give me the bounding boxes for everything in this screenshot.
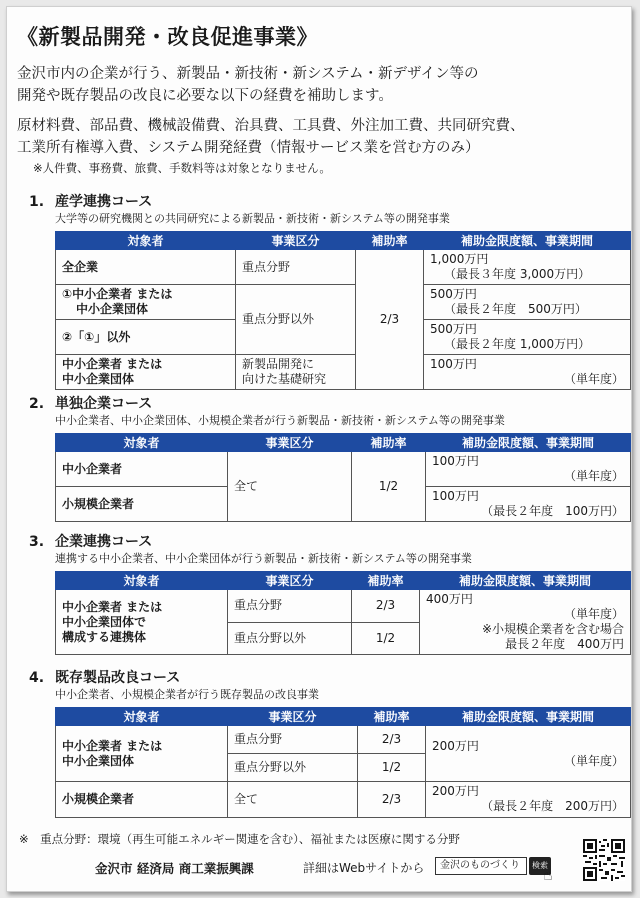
header-rate: 補助率 [352, 434, 426, 452]
course-number: 2. [29, 396, 45, 412]
target-cell: ②「①」以外 [56, 320, 236, 355]
search-button[interactable]: 検索 [529, 857, 551, 875]
target-line: 中小企業団体 [62, 753, 135, 768]
term: （最長２年度 200万円） [481, 799, 624, 813]
target-cell [56, 726, 228, 782]
course-3-table [55, 571, 631, 655]
limit-cell [426, 782, 631, 818]
target-line: 中小企業者 または [62, 357, 163, 371]
term: （最長２年度 100万円） [481, 504, 624, 518]
exclusion-note: ※人件費、事務費、旅費、手数料等は対象となりません。 [33, 161, 331, 175]
course-3 [29, 533, 624, 655]
flyer-page [6, 6, 632, 892]
target-line: 構成する連携体 [62, 629, 147, 644]
course-name: 企業連携コース [55, 534, 153, 550]
limit-note: ※小規模企業者を含む場合 [481, 622, 624, 636]
course-heading [29, 669, 619, 687]
amount: 100万円 [430, 357, 477, 371]
target-line: 中小企業団体 [62, 372, 135, 386]
category-cell: 重点分野 [236, 250, 356, 285]
course-number: 3. [29, 534, 45, 550]
header-category: 事業区分 [228, 434, 352, 452]
course-description: 中小企業者、小規模企業者が行う既存製品の改良事業 [55, 688, 319, 701]
target-cell: 小規模企業者 [56, 487, 228, 522]
rate-cell: 1/2 [352, 622, 420, 655]
course-description: 中小企業者、中小企業団体、小規模企業者が行う新製品・新技術・新システム等の開発事業 [55, 414, 505, 427]
table-row [56, 285, 631, 320]
course-2 [29, 395, 624, 522]
course-1 [29, 193, 624, 390]
category-line: 向けた基礎研究 [242, 372, 327, 386]
amount: 100万円 [432, 454, 479, 468]
header-rate: 補助率 [352, 572, 420, 590]
department-name: 金沢市 経済局 商工業振興課 [95, 861, 254, 876]
category-cell [236, 355, 356, 390]
term: （最長３年度 3,000万円） [444, 267, 591, 281]
limit-cell [424, 285, 631, 320]
target-cell [56, 355, 236, 390]
category-cell: 重点分野以外 [236, 285, 356, 355]
category-cell: 重点分野以外 [228, 754, 358, 782]
amount: 500万円 [430, 322, 477, 336]
limit-cell [424, 320, 631, 355]
term: （最長２年度 500万円） [444, 302, 587, 316]
table-header-row [56, 434, 631, 452]
course-4 [29, 669, 624, 818]
course-number: 1. [29, 194, 45, 210]
term: （最長２年度 1,000万円） [444, 337, 591, 351]
header-rate: 補助率 [358, 708, 426, 726]
qr-code-icon[interactable] [583, 839, 625, 881]
rate-cell: 2/3 [358, 726, 426, 754]
category-cell: 重点分野以外 [228, 622, 352, 655]
target-cell [56, 590, 228, 655]
course-1-table [55, 231, 631, 390]
header-target: 対象者 [56, 708, 228, 726]
amount: 400万円 [426, 592, 473, 606]
expense-line: 工業所有権導入費、システム開発経費（情報サービス業を営む方のみ） [17, 140, 480, 156]
target-line: ①中小企業者 または [62, 287, 173, 301]
intro-text [17, 63, 525, 177]
course-heading [29, 193, 619, 211]
table-row [56, 590, 631, 623]
target-line: 中小企業団体 [76, 302, 149, 316]
rate-cell: 1/2 [352, 452, 426, 522]
limit-cell [426, 726, 631, 782]
table-row [56, 726, 631, 754]
header-limit: 補助金限度額、事業期間 [424, 232, 631, 250]
header-category: 事業区分 [228, 708, 358, 726]
expense-line: 原材料費、部品費、機械設備費、治具費、工具費、外注加工費、共同研究費、 [17, 118, 525, 134]
table-row [56, 355, 631, 390]
table-row [56, 250, 631, 285]
course-name: 単独企業コース [55, 396, 153, 412]
pointer-hand-icon: ☝ [543, 865, 553, 884]
category-cell: 全て [228, 452, 352, 522]
course-heading [29, 395, 619, 413]
rate-cell: 2/3 [352, 590, 420, 623]
course-description: 大学等の研究機関との共同研究による新製品・新技術・新システム等の開発事業 [55, 212, 450, 225]
header-category: 事業区分 [236, 232, 356, 250]
amount: 200万円 [432, 784, 479, 798]
amount: 200万円 [432, 738, 479, 753]
target-cell: 中小企業者 [56, 452, 228, 487]
category-cell: 全て [228, 782, 358, 818]
target-line: 中小企業団体で [62, 614, 147, 629]
category-cell: 重点分野 [228, 590, 352, 623]
rate-cell: 1/2 [358, 754, 426, 782]
header-target: 対象者 [56, 434, 228, 452]
table-header-row [56, 232, 631, 250]
target-line: 中小企業者 または [62, 599, 163, 614]
term: （単年度） [563, 607, 624, 621]
page-title: 《新製品開発・改良促進事業》 [17, 25, 318, 49]
category-line: 新製品開発に [242, 357, 315, 371]
course-description: 連携する中小企業者、中小企業団体が行う新製品・新技術・新システム等の開発事業 [55, 552, 472, 565]
header-rate: 補助率 [356, 232, 424, 250]
priority-field-note: ※ 重点分野：環境（再生可能エネルギー関連を含む）、福祉または医療に関する分野 [19, 832, 460, 846]
limit-cell [424, 250, 631, 285]
target-cell: 全企業 [56, 250, 236, 285]
limit-cell [426, 487, 631, 522]
course-2-table [55, 433, 631, 522]
target-cell [56, 285, 236, 320]
category-cell: 重点分野 [228, 726, 358, 754]
target-line: 中小企業者 または [62, 738, 163, 753]
course-name: 既存製品改良コース [55, 670, 181, 686]
course-4-table [55, 707, 631, 818]
intro-line: 開発や既存製品の改良に必要な以下の経費を補助します。 [17, 88, 393, 104]
header-limit: 補助金限度額、事業期間 [426, 434, 631, 452]
course-name: 産学連携コース [55, 194, 153, 210]
header-category: 事業区分 [228, 572, 352, 590]
header-target: 対象者 [56, 572, 228, 590]
header-limit: 補助金限度額、事業期間 [426, 708, 631, 726]
course-heading [29, 533, 619, 551]
limit-cell [420, 590, 631, 655]
website-prompt: 詳細はWebサイトから [303, 861, 425, 875]
search-input[interactable]: 金沢のものづくり [435, 857, 527, 875]
table-row [56, 452, 631, 487]
limit-cell [424, 355, 631, 390]
rate-cell: 2/3 [356, 250, 424, 390]
amount: 500万円 [430, 287, 477, 301]
table-header-row [56, 572, 631, 590]
term: （単年度） [563, 372, 624, 386]
term: （単年度） [563, 469, 624, 483]
header-limit: 補助金限度額、事業期間 [420, 572, 631, 590]
amount: 1,000万円 [430, 252, 489, 266]
target-cell: 小規模企業者 [56, 782, 228, 818]
course-number: 4. [29, 670, 45, 686]
term: （単年度） [563, 753, 624, 768]
intro-line: 金沢市内の企業が行う、新製品・新技術・新システム・新デザイン等の [17, 66, 479, 82]
header-target: 対象者 [56, 232, 236, 250]
table-header-row [56, 708, 631, 726]
table-row [56, 782, 631, 818]
limit-note: 最長２年度 400万円 [505, 637, 624, 651]
footer [7, 857, 631, 883]
amount: 100万円 [432, 489, 479, 503]
limit-cell [426, 452, 631, 487]
rate-cell: 2/3 [358, 782, 426, 818]
